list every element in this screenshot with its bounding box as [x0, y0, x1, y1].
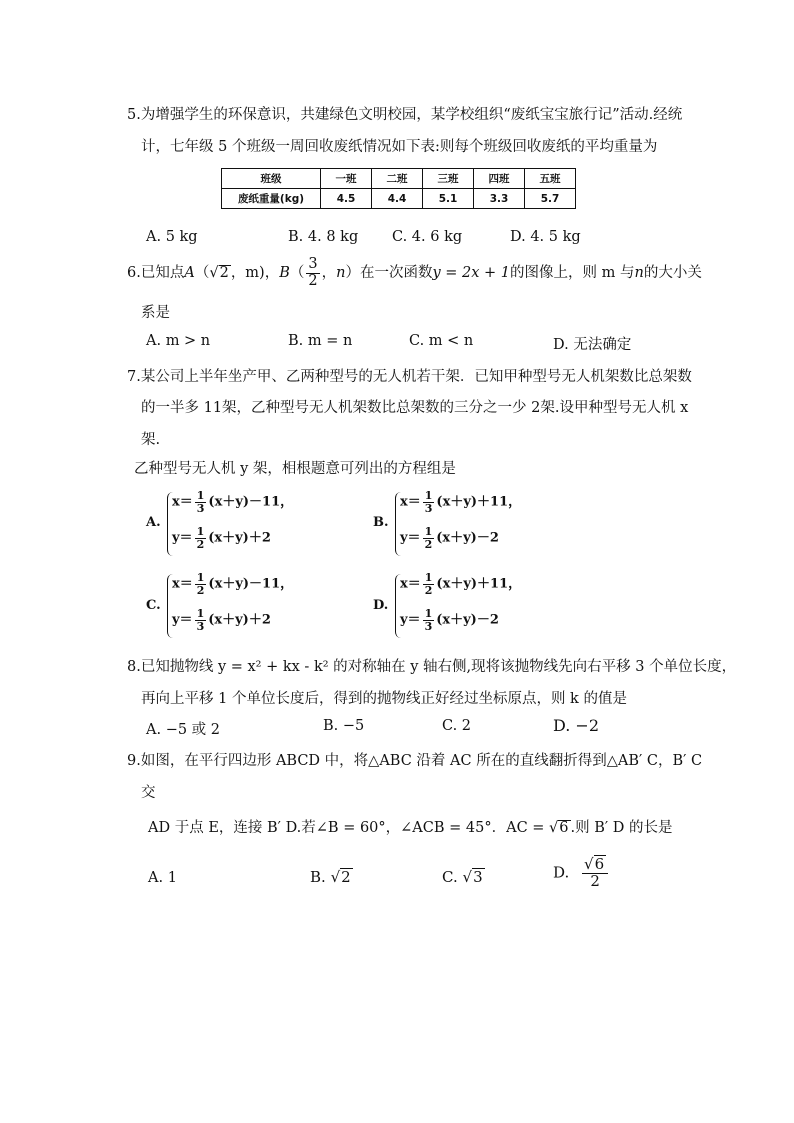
fraction-3-2: $\frac{3}{2}$ [308, 256, 318, 289]
q6-option-c[interactable]: C. m < n [409, 333, 474, 349]
table-header-row [222, 169, 576, 189]
q7-stem-line4: 乙种型号无人机 y 架，相根题意可列出的方程组是 [134, 461, 456, 477]
table-header-cell: 三班 [423, 169, 474, 189]
table-cell: 4.4 [372, 189, 423, 209]
q7-option-a[interactable]: A. x＝ $\frac{1}{3}$ (x＋y)－11， y＝ $\frac{1}{2}$ (x＋y)＋2 [146, 488, 346, 560]
q6-n-var: n [336, 265, 346, 281]
q9-stem-line3: AD 于点 E，连接 B′ D.若∠B = 60°，∠ACB = 45°．AC = √6 .则 B′ D 的长是 [148, 820, 673, 836]
q9-option-b[interactable]: B. √2 [310, 868, 351, 886]
eq-row: y＝ $\frac{1}{2}$ (x＋y)＋2 [172, 525, 271, 551]
q6-option-b[interactable]: B. m = n [288, 333, 353, 349]
q7-option-c[interactable]: C. x＝ $\frac{1}{2}$ (x＋y)－11， y＝ $\frac{1}{3}$ (x＋y)＋2 [146, 570, 346, 642]
q5-option-d[interactable]: D. 4. 5 kg [510, 229, 581, 245]
q6-a-rest: ，m)， [230, 265, 280, 281]
q6-text-1: 已知点 [140, 265, 185, 281]
table-cell: 3.3 [474, 189, 525, 209]
q9-option-d[interactable]: D. $\frac{√6}{2}$ [553, 855, 610, 890]
table-cell: 4.5 [321, 189, 372, 209]
q5-option-b[interactable]: B. 4. 8 kg [288, 229, 359, 245]
sqrt-2: √2 [209, 265, 229, 281]
q6-text-4: 的大小关 [643, 265, 702, 281]
eq-row: y＝ $\frac{1}{3}$ (x＋y)＋2 [172, 607, 271, 633]
table-row-label: 废纸重量(kg) [222, 189, 321, 209]
eq-row: y＝ $\frac{1}{3}$ (x＋y)－2 [400, 607, 499, 633]
eq-row: x＝ $\frac{1}{3}$ (x＋y)－11， [172, 489, 294, 515]
q5-option-c[interactable]: C. 4. 6 kg [392, 229, 463, 245]
q7-stem-line1: 7.某公司上半年坐产甲、乙两种型号的无人机若干架．已知甲种型号无人机架数比总架数 [127, 369, 692, 385]
q8-option-c[interactable]: C. 2 [442, 718, 472, 734]
q7-stem-line3: 架. [141, 432, 161, 448]
table-row [222, 189, 576, 209]
q7-option-d[interactable]: D. x＝ $\frac{1}{2}$ (x＋y)＋11， y＝ $\frac{1}{3}$ (x＋y)－2 [373, 570, 573, 642]
table-header-cell: 五班 [525, 169, 576, 189]
eq-row: y＝ $\frac{1}{2}$ (x＋y)－2 [400, 525, 499, 551]
q6-number: 6. [127, 265, 141, 281]
q8-stem-line1: 8.已知抛物线 y = x² + kx - k² 的对称轴在 y 轴右侧,现将该抛物线先向右平移 3 个单位长度， [127, 659, 737, 675]
q6-stem-line2: 系是 [141, 305, 170, 321]
sqrt-6: √6 [549, 820, 569, 836]
table-header-cell: 班级 [222, 169, 321, 189]
q6-text-2: ）在一次函数 [345, 265, 433, 281]
table-header-cell: 四班 [474, 169, 525, 189]
point-b-label: B [279, 265, 290, 281]
table-header-cell: 二班 [372, 169, 423, 189]
q6-paren: （ [194, 265, 210, 281]
q8-option-d[interactable]: D. −2 [553, 716, 600, 735]
table-cell: 5.7 [525, 189, 576, 209]
q6-paren-b: （ [289, 265, 305, 281]
q9-option-a[interactable]: A. 1 [148, 870, 177, 886]
q9-stem-line2: 交 [141, 785, 156, 801]
q6-function: y = 2x + 1 [432, 265, 511, 281]
q8-stem-line2: 再向上平移 1 个单位长度后，得到的抛物线正好经过坐标原点，则 k 的值是 [141, 691, 627, 707]
q6-option-a[interactable]: A. m > n [146, 333, 211, 349]
q9-option-c[interactable]: C. √3 [442, 868, 483, 886]
table-header-cell: 一班 [321, 169, 372, 189]
eq-row: x＝ $\frac{1}{2}$ (x＋y)－11， [172, 571, 294, 597]
table-cell: 5.1 [423, 189, 474, 209]
q6-option-d[interactable]: D. 无法确定 [553, 337, 632, 353]
q5-stem-line2: 计，七年级 5 个班级一周回收废纸情况如下表:则每个班级回收废纸的平均重量为 [141, 139, 658, 155]
q5-stem-line1: 5.为增强学生的环保意识，共建绿色文明校园，某学校组织“废纸宝宝旅行记”活动.经统 [127, 107, 683, 123]
q7-option-b[interactable]: B. x＝ $\frac{1}{3}$ (x＋y)＋11， y＝ $\frac{1}{2}$ (x＋y)－2 [373, 488, 573, 560]
q7-stem-line2: 的一半多 11架，乙种型号无人机架数比总架数的三分之一少 2架.设甲种型号无人机 x [141, 400, 689, 416]
q9-stem-line1: 9.如图，在平行四边形 ABCD 中，将△ABC 沿着 AC 所在的直线翻折得到△AB′ C，B′ C [127, 753, 703, 769]
q6-n-var-2: n [634, 265, 644, 281]
eq-row: x＝ $\frac{1}{3}$ (x＋y)＋11， [400, 489, 522, 515]
q8-option-a[interactable]: A. −5 或 2 [146, 722, 221, 738]
waste-paper-table [221, 168, 576, 209]
q5-option-a[interactable]: A. 5 kg [146, 229, 198, 245]
eq-row: x＝ $\frac{1}{2}$ (x＋y)＋11， [400, 571, 522, 597]
q6-b-rest: ， [321, 265, 337, 281]
q6-text-3: 的图像上，则 m 与 [510, 265, 635, 281]
q6-stem-line1 [127, 256, 702, 290]
point-a-label: A [184, 265, 195, 281]
q8-option-b[interactable]: B. −5 [323, 718, 365, 734]
